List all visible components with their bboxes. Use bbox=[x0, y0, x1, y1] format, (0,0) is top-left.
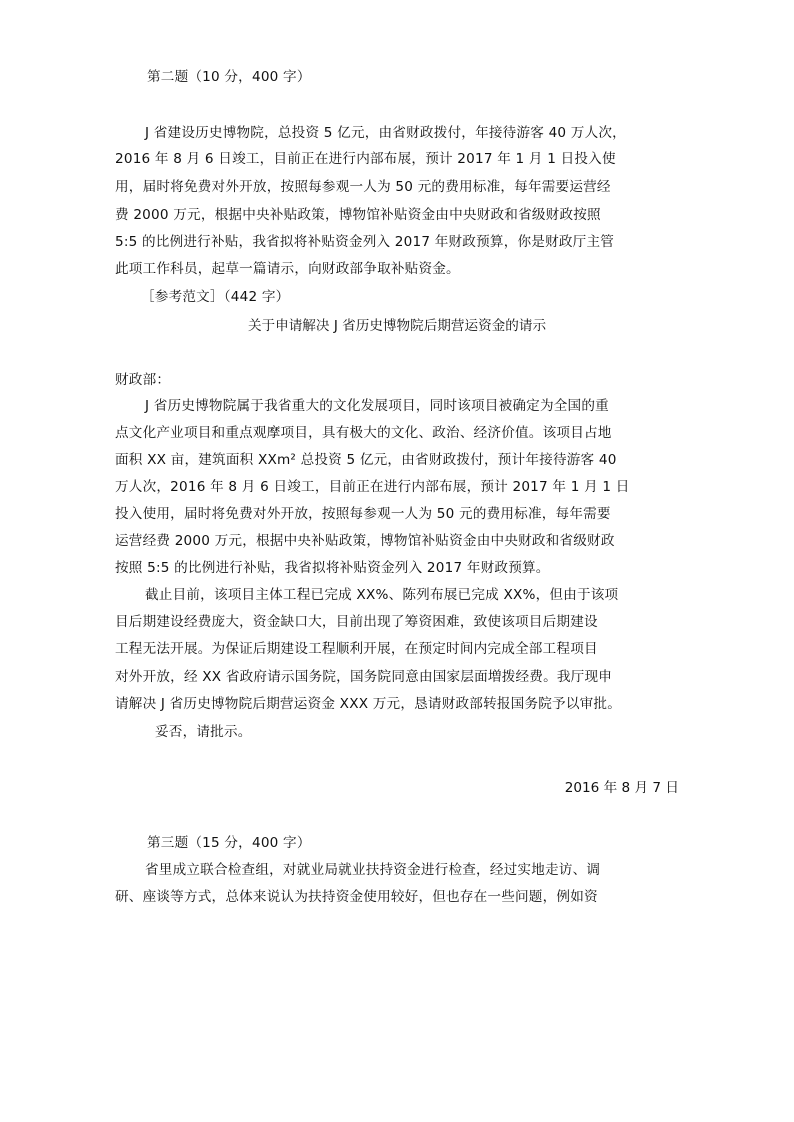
question-line: 5:5 的比例进行补贴，我省拟将补贴资金列入 2017 年财政预算，你是财政厅主管 bbox=[115, 234, 615, 250]
closing-line: 妥否，请批示。 bbox=[155, 724, 252, 740]
question-line: 费 2000 万元，根据中央补贴政策，博物馆补贴资金由中央财政和省级财政按照 bbox=[115, 207, 601, 223]
paragraph-line: J 省历史博物院属于我省重大的文化发展项目，同时该项目被确定为全国的重 bbox=[145, 398, 609, 414]
essay-title: 关于申请解决 J 省历史博物院后期营运资金的请示 bbox=[247, 318, 547, 334]
paragraph-line: 面积 XX 亩，建筑面积 XXm² 总投资 5 亿元，由省财政拨付，预计年接待游客 40 bbox=[115, 452, 617, 468]
question-line: 用，届时将免费对外开放，按照每参观一人为 50 元的费用标准，每年需要运营经 bbox=[115, 179, 611, 195]
paragraph-line: 投入使用，届时将免费对外开放，按照每参观一人为 50 元的费用标准，每年需要 bbox=[115, 506, 611, 522]
question-line: 2016 年 8 月 6 日竣工，目前正在进行内部布展，预计 2017 年 1 月 1 日投入使 bbox=[115, 151, 616, 167]
paragraph-line: 运营经费 2000 万元，根据中央补贴政策，博物馆补贴资金由中央财政和省级财政 bbox=[115, 533, 615, 549]
paragraph-line: 按照 5:5 的比例进行补贴，我省拟将补贴资金列入 2017 年财政预算。 bbox=[115, 560, 550, 576]
paragraph-line: 目后期建设经费庞大，资金缺口大，目前出现了筹资困难，致使该项目后期建设 bbox=[115, 614, 598, 630]
question-line: J 省建设历史博物院，总投资 5 亿元，由省财政拨付，年接待游客 40 万人次， bbox=[145, 125, 626, 141]
section-heading: 第三题（15 分，400 字） bbox=[147, 835, 311, 851]
paragraph-line: 点文化产业项目和重点观摩项目，具有极大的文化、政治、经济价值。该项目占地 bbox=[115, 425, 612, 441]
paragraph-line: 工程无法开展。为保证后期建设工程顺利开展，在预定时间内完成全部工程项目 bbox=[115, 641, 598, 657]
section-heading: 第二题（10 分，400 字） bbox=[147, 69, 311, 85]
question-line: 此项工作科员，起草一篇请示，向财政部争取补贴资金。 bbox=[115, 261, 460, 277]
paragraph-line: 万人次，2016 年 8 月 6 日竣工，目前正在进行内部布展，预计 2017 年 1 月 1 日 bbox=[115, 479, 630, 495]
paragraph-line: 研、座谈等方式，总体来说认为扶持资金使用较好，但也存在一些问题，例如资 bbox=[115, 889, 598, 905]
paragraph-line: 截止目前，该项目主体工程已完成 XX%、陈列布展已完成 XX%，但由于该项 bbox=[145, 587, 619, 603]
document-date: 2016 年 8 月 7 日 bbox=[564, 780, 679, 796]
salutation: 财政部： bbox=[115, 372, 171, 388]
reference-label: ［参考范文］（442 字） bbox=[141, 289, 290, 305]
paragraph-line: 省里成立联合检查组，对就业局就业扶持资金进行检查，经过实地走访、调 bbox=[145, 862, 601, 878]
paragraph-line: 对外开放，经 XX 省政府请示国务院，国务院同意由国家层面増拨经费。我厅现申 bbox=[115, 669, 613, 685]
paragraph-line: 请解决 J 省历史博物院后期营运资金 XXX 万元，恳请财政部转报国务院予以审批。 bbox=[115, 696, 622, 712]
